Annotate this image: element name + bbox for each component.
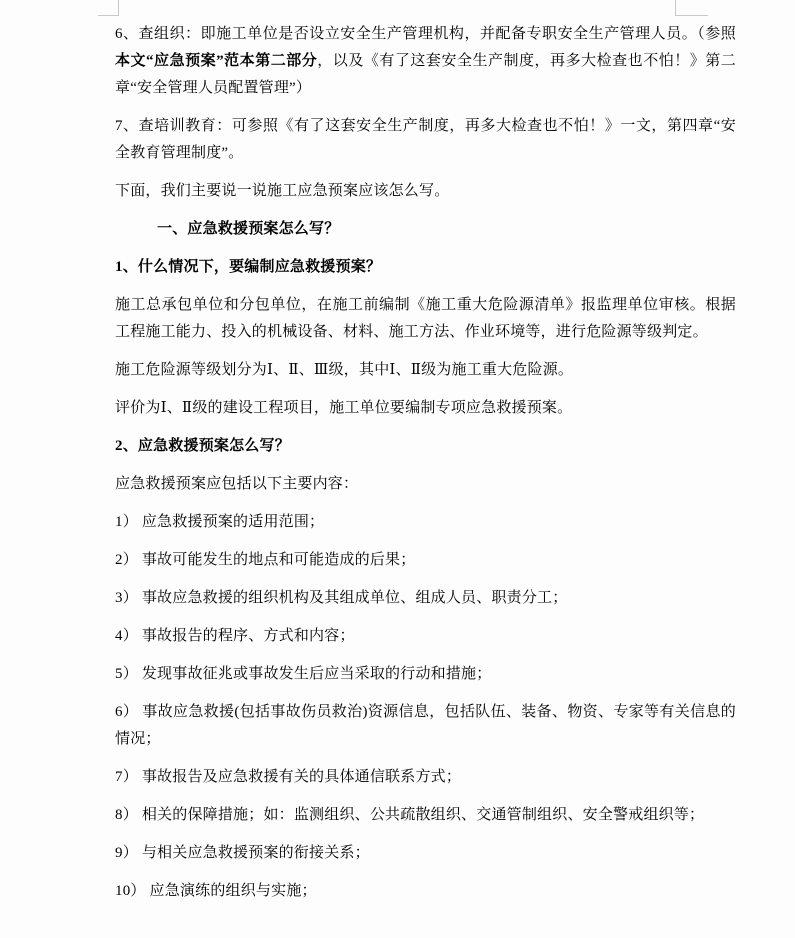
- text-run: 5） 发现事故征兆或事故发生后应当采取的行动和措施；: [115, 666, 492, 682]
- list-item-2: [115, 547, 736, 574]
- text-run: 6、查组织：即施工单位是否设立安全生产管理机构，并配备专职安全生产管理人员。（参照: [115, 26, 736, 42]
- list-item-1: [115, 509, 736, 536]
- text-run: 应急救援预案应包括以下主要内容：: [115, 476, 359, 492]
- text-run: 10） 应急演练的组织与实施；: [115, 883, 317, 899]
- page-margin-crop-mark-right: [675, 0, 708, 16]
- list-item-6: [115, 699, 736, 753]
- text-run: 7、查培训教育：可参照《有了这套安全生产制度，再多大检查也不怕！》一文，第四章“安全教育管理制度”。: [115, 118, 736, 161]
- text-run: 评价为Ⅰ、Ⅱ级的建设工程项目，施工单位要编制专项应急救援预案。: [115, 400, 573, 416]
- bold-text-run: 一、应急救援预案怎么写？: [157, 221, 340, 237]
- heading-question-2: [115, 433, 736, 460]
- text-run: 3） 事故应急救援的组织机构及其组成单位、组成人员、职责分工；: [115, 590, 568, 606]
- list-item-5: [115, 661, 736, 688]
- text-run: 4） 事故报告的程序、方式和内容；: [115, 628, 355, 644]
- list-item-3: [115, 585, 736, 612]
- heading-section-one: [115, 216, 736, 243]
- paragraph-hazard-levels: [115, 357, 736, 384]
- bold-text-run: 1、什么情况下，要编制应急救援预案？: [115, 259, 382, 275]
- text-run: 9） 与相关应急救援预案的衔接关系；: [115, 845, 370, 861]
- text-run: 下面，我们主要说一说施工应急预案应该怎么写。: [115, 183, 450, 199]
- document-content: [115, 21, 736, 916]
- paragraph-intro: [115, 178, 736, 205]
- paragraph-7-check-training: [115, 113, 736, 167]
- paragraph-contents-intro: [115, 471, 736, 498]
- list-item-8: [115, 802, 736, 829]
- list-item-10: [115, 878, 736, 905]
- text-run: 7） 事故报告及应急救援有关的具体通信联系方式；: [115, 769, 462, 785]
- text-run: 6） 事故应急救援(包括事故伤员救治)资源信息，包括队伍、装备、物资、专家等有关信息的情况；: [115, 704, 736, 747]
- bold-text-run: 2、应急救援预案怎么写？: [115, 438, 290, 454]
- text-run: 施工总承包单位和分包单位，在施工前编制《施工重大危险源清单》报监理单位审核。根据工程施工能力、投入的机械设备、材料、施工方法、作业环境等，进行危险源等级判定。: [115, 297, 736, 340]
- list-item-9: [115, 840, 736, 867]
- text-run: 2） 事故可能发生的地点和可能造成的后果；: [115, 552, 416, 568]
- paragraph-evaluation: [115, 395, 736, 422]
- text-run: 施工危险源等级划分为Ⅰ、Ⅱ、Ⅲ级，其中Ⅰ、Ⅱ级为施工重大危险源。: [115, 362, 574, 378]
- list-item-4: [115, 623, 736, 650]
- text-run: 1） 应急救援预案的适用范围；: [115, 514, 325, 530]
- list-item-7: [115, 764, 736, 791]
- heading-question-1: [115, 254, 736, 281]
- text-run: 8） 相关的保障措施；如：监测组织、公共疏散组织、交通管制组织、安全警戒组织等；: [115, 807, 705, 823]
- page-margin-crop-mark-left: [98, 0, 119, 16]
- bold-text-run: 本文“应急预案”范本第二部分: [115, 53, 318, 69]
- text-run: ，以及《有了这套安全生产制度，再多大检查也不怕！》第二章“安全管理人员配置管理”）: [115, 53, 736, 96]
- paragraph-hazard-listing: [115, 292, 736, 346]
- paragraph-6-check-organization: [115, 21, 736, 102]
